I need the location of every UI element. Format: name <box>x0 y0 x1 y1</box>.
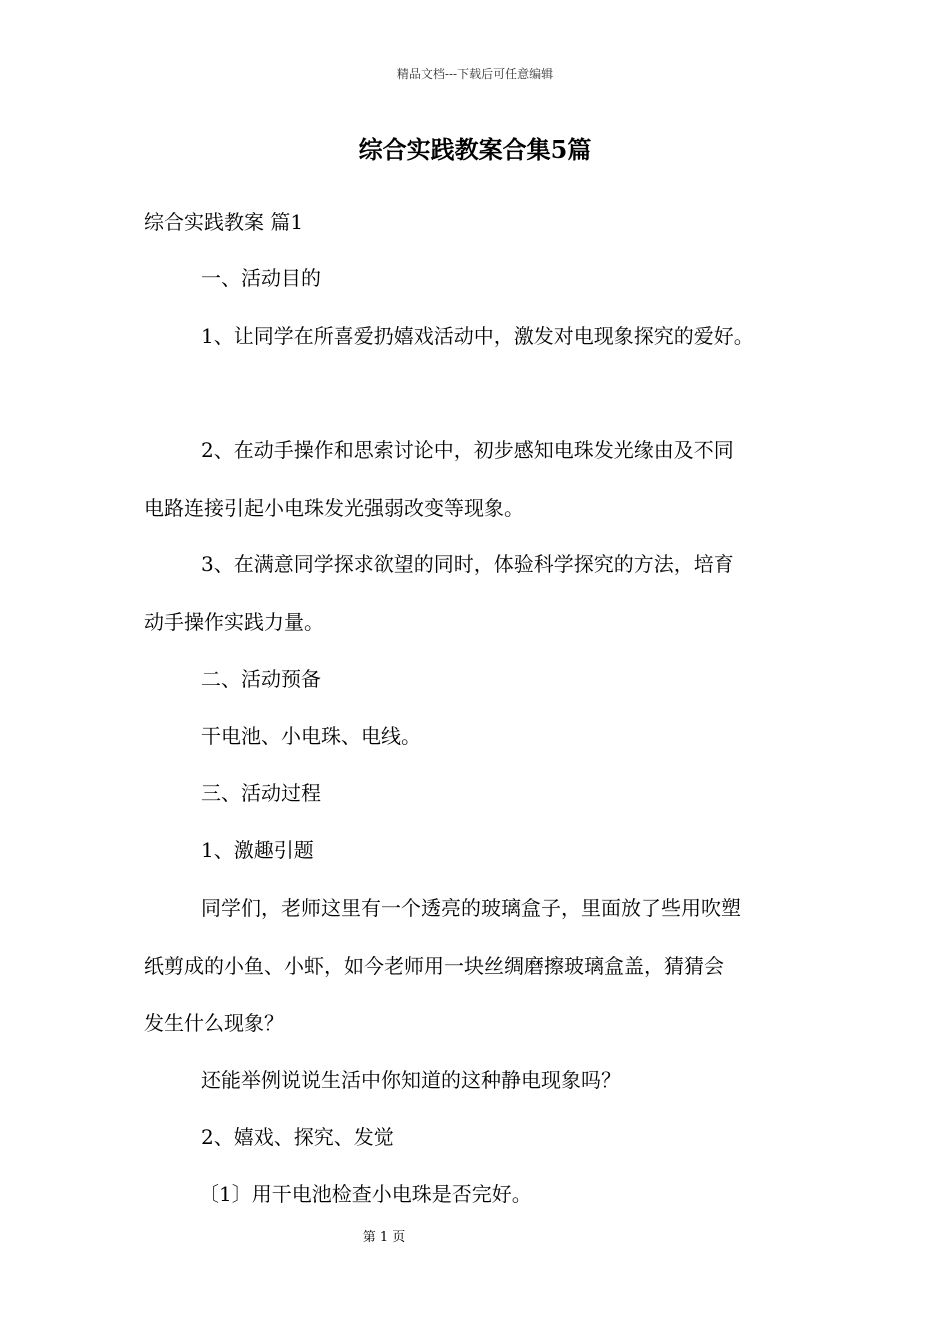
paragraph-materials: 干电池、小电珠、电线。 <box>201 724 421 748</box>
paragraph-goal-3-cont: 动手操作实践力量。 <box>144 610 324 634</box>
section-heading: 综合实践教案 篇1 <box>144 210 304 234</box>
paragraph-process-heading: 三、活动过程 <box>201 781 321 805</box>
paragraph-goal-2: 2、在动手操作和思索讨论中，初步感知电珠发光缘由及不同 <box>201 438 734 462</box>
document-title: 综合实践教案合集5篇 <box>358 135 592 164</box>
paragraph-intro-cont-2: 发生什么现象？ <box>144 1011 284 1035</box>
paragraph-step-1: 1、激趣引题 <box>201 838 314 862</box>
paragraph-substep-1: 〔1〕用干电池检查小电珠是否完好。 <box>199 1182 532 1206</box>
paragraph-goal-3: 3、在满意同学探求欲望的同时，体验科学探究的方法，培育 <box>201 552 734 576</box>
paragraph-intro-cont: 纸剪成的小鱼、小虾，如今老师用一块丝绸磨擦玻璃盒盖，猜猜会 <box>144 954 724 978</box>
paragraph-step-2: 2、嬉戏、探究、发觉 <box>201 1125 394 1149</box>
paragraph-intro: 同学们，老师这里有一个透亮的玻璃盒子，里面放了些用吹塑 <box>201 896 741 920</box>
paragraph-activity-goal: 一、活动目的 <box>201 266 321 290</box>
paragraph-question: 还能举例说说生活中你知道的这种静电现象吗？ <box>201 1068 621 1092</box>
page-number: 第 1 页 <box>362 1230 406 1245</box>
paragraph-goal-1: 1、让同学在所喜爱扔嬉戏活动中，激发对电现象探究的爱好。 <box>201 324 754 348</box>
page-header: 精品文档---下载后可任意编辑 <box>396 67 554 81</box>
paragraph-preparation-heading: 二、活动预备 <box>201 667 321 691</box>
paragraph-goal-2-cont: 电路连接引起小电珠发光强弱改变等现象。 <box>144 496 524 520</box>
